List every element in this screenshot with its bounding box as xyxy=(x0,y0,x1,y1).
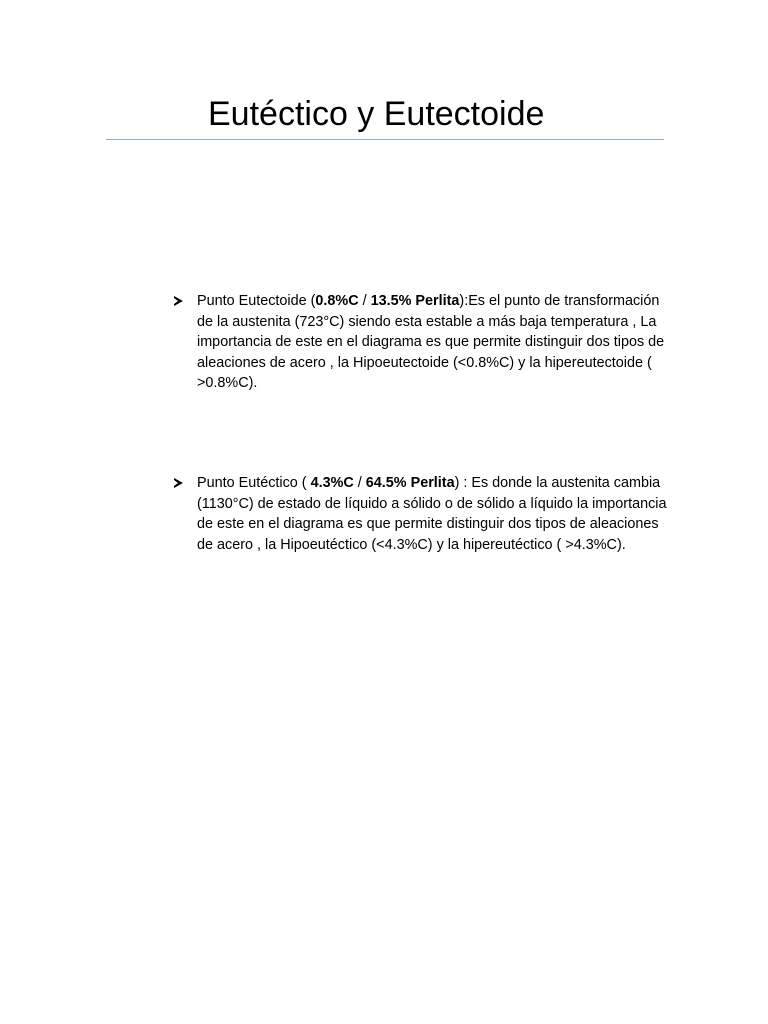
item-description: ):Es el punto de transformación de la austenita (723°C) siendo esta estable a más baja temperatura , La importancia de este en el diagrama es que permite distinguir dos tipos de aleaciones de acero , la Hipoeutectoide (<0.8%C) y la hipereutectoide ( >0.8%C). xyxy=(197,293,665,392)
item-prefix: Punto Eutectoide ( xyxy=(197,293,316,309)
list-item-text xyxy=(197,475,667,553)
item-description: ) : Es donde la austenita cambia (1130°C) de estado de líquido a sólido o de sólido a líquido la importancia de este en el diagrama es que permite distinguir dos tipos de aleaciones de acero , la Hipoeutéctico (<4.3%C) y la hipereutéctico ( >4.3%C). xyxy=(197,475,667,553)
page-title: Eutéctico y Eutectoide xyxy=(208,95,545,133)
separator: / xyxy=(358,293,371,309)
carbon-percent: 0.8%C xyxy=(315,293,359,309)
perlite-percent: 13.5% Perlita xyxy=(370,293,460,309)
arrowhead-bullet-icon xyxy=(174,478,183,488)
item-prefix: Punto Eutéctico ( xyxy=(197,475,311,491)
list-item-eutectic-point xyxy=(172,473,672,555)
title-underline-rule xyxy=(106,139,664,140)
carbon-percent: 4.3%C xyxy=(310,475,354,491)
list-item-eutectoid-point xyxy=(172,291,672,394)
perlite-percent: 64.5% Perlita xyxy=(365,475,455,491)
bullet-list-eutectic xyxy=(172,473,672,555)
separator: / xyxy=(353,475,366,491)
list-item-text xyxy=(197,293,664,391)
arrowhead-bullet-icon xyxy=(174,296,183,306)
bullet-list-eutectoid xyxy=(172,291,672,394)
